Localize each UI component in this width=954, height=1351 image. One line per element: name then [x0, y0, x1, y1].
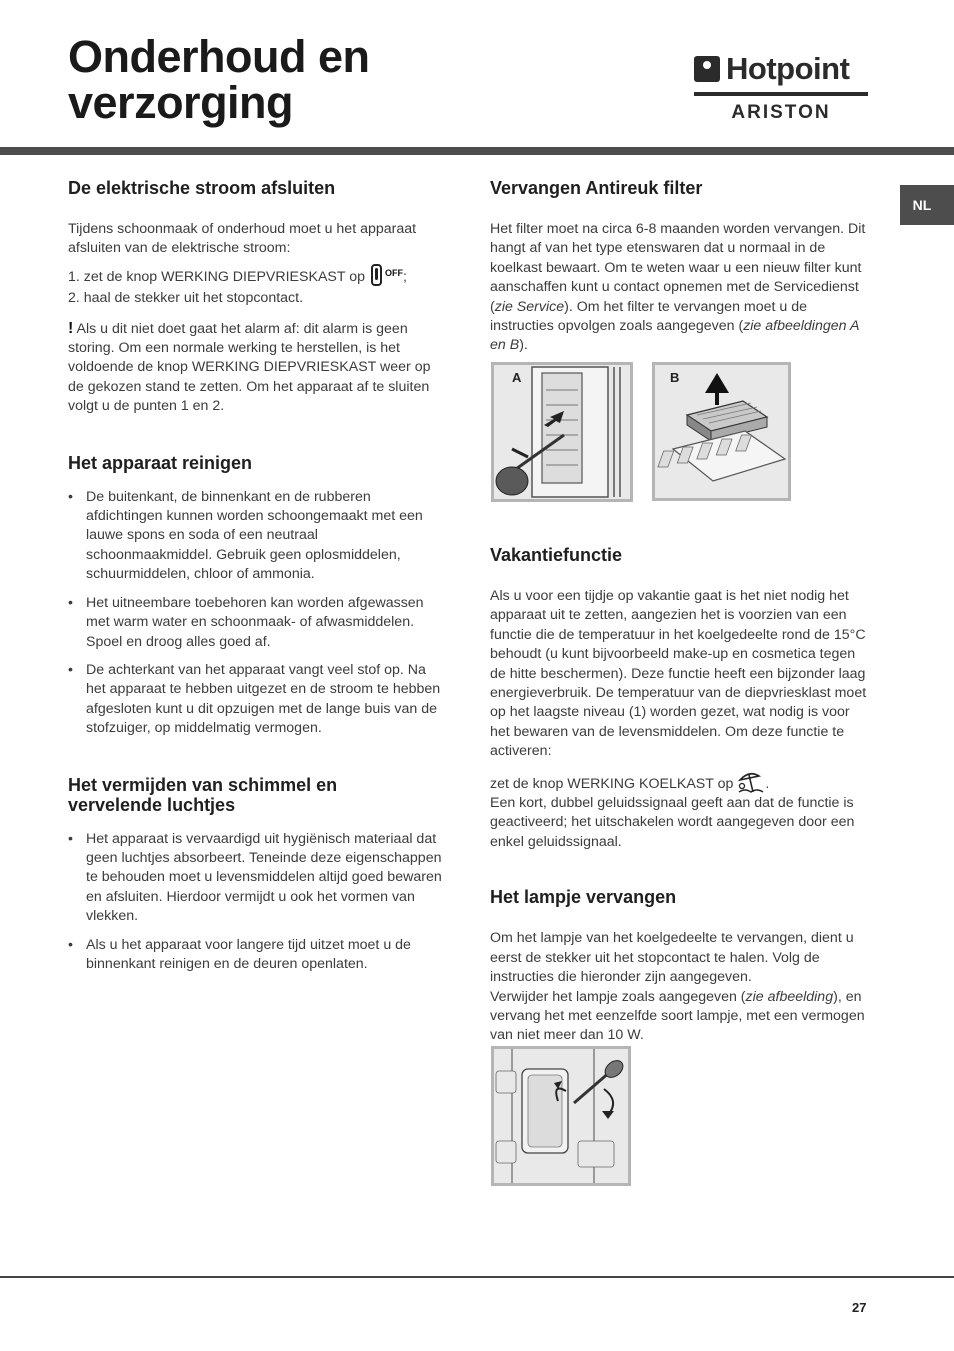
- lamp-text-1: Om het lampje van het koelgedeelte te vervangen, dient u eerst de stekker uit het stopcontact te halen. Volg de instructies die hieronder zijn aangegeven.: [490, 930, 854, 986]
- left-column: [68, 178, 448, 983]
- lamp-ref-figure: zie afbeelding: [745, 988, 834, 1005]
- list-item: • Het apparaat is vervaardigd uit hygiënisch materiaal dat geen luchtjes absorbeert. Teneinde deze eigenschappen te behouden moet u levensmiddelen altijd goed bewaren en afsluiten. Hierdoor vermijdt u ook het vormen van vlekken.: [68, 830, 448, 927]
- list-item: • De achterkant van het apparaat vangt veel stof op. Na het apparaat te hebben uitgezet en de stroom te hebben afgesloten kunt u dit opzuigen met de lange buis van de stofzuiger, op middelmatig vermogen.: [68, 661, 448, 739]
- right-column: [490, 178, 870, 356]
- list-item: • Als u het apparaat voor langere tijd uitzet moet u de binnenkant reinigen en de deuren openlaten.: [68, 936, 448, 975]
- logo-rule: [694, 92, 868, 96]
- filter-text-a: Het filter moet na circa 6-8 maanden worden vervangen. Dit hangt af van het type etenswaren dat u normaal in de koelkast bewaart. Om te weten waar u een nieuw filter kunt aanschaffen kunt u contact opnemen met de Servicedienst (: [490, 221, 866, 315]
- holiday-instruction-end: .: [765, 775, 770, 792]
- list-item: • Het uitneembare toebehoren kan worden afgewassen met warm water en schoonmaak- of afwasmiddelen. Spoel en droog alles goed af.: [68, 594, 448, 652]
- lamp-replacement-illustration: [494, 1049, 628, 1183]
- warning-icon: !: [68, 319, 74, 337]
- mould-heading-line-2: vervelende luchtjes: [68, 794, 236, 815]
- list-item: • De buitenkant, de binnenkant en de rubberen afdichtingen kunnen worden schoongemaakt met een lauwe spons en soda of een neutraal schoonmaakmiddel. Gebruik geen oplosmiddelen, schuurmiddelen, chloor of ammonia.: [68, 488, 448, 585]
- holiday-text: Als u voor een tijdje op vakantie gaat is het niet nodig het apparaat uit te zetten, aangezien het is voorzien van een functie die de temperatuur in het koelgedeelte rond de 15°C behoudt (u kunt bijvoorbeeld make-up en cosmetica tegen de hitte beschermen). Deze functie heeft een bijzonder laag energieverbruik. De temperatuur van de diepvriesklast moet op het laagste niveau (1) worden gezet, wat nodig is voor het bewaren van de levensmiddelen. Om deze functie te activeren:: [490, 588, 867, 760]
- power-step-2: 2. haal de stekker uit het stopcontact.: [68, 290, 304, 307]
- brand-name: Hotpoint: [726, 51, 850, 86]
- logo-mark-icon: [694, 56, 720, 82]
- right-column-lower: [490, 545, 870, 1046]
- mould-heading-line-1: Het vermijden van schimmel en: [68, 774, 338, 795]
- figure-a: [491, 362, 633, 502]
- page-title: [68, 31, 370, 128]
- power-step-1: [68, 264, 448, 287]
- section-heading-lamp: Het lampje vervangen: [490, 887, 677, 908]
- filter-text-b: ). Om het filter te vervangen moet u de instructies opvolgen zoals aangegeven (: [490, 298, 808, 335]
- page-number: 27: [852, 1300, 867, 1315]
- lamp-text-2b: ), en vervang het met eenzelfde soort lampje, met een vermogen van niet meer dan 10 W.: [490, 988, 865, 1044]
- power-intro: Tijdens schoonmaak of onderhoud moet u het apparaat afsluiten van de elektrische stroom:: [68, 221, 417, 257]
- figure-lamp: [491, 1046, 631, 1186]
- title-line-1: Onderhoud en: [68, 31, 370, 82]
- lamp-text-2a: Verwijder het lampje zoals aangegeven (: [490, 988, 746, 1005]
- section-heading-filter: Vervangen Antireuk filter: [490, 178, 703, 198]
- footer-divider: [0, 1276, 954, 1278]
- holiday-instruction: [490, 770, 870, 794]
- filter-removal-illustration: [494, 365, 630, 499]
- filter-ref-figures: zie afbeeldingen A en B: [490, 318, 859, 354]
- lamp-text-2: [490, 988, 870, 1046]
- brand-logo: [694, 52, 870, 127]
- filter-ref-service: zie Service: [494, 298, 565, 315]
- filter-text-c: ).: [519, 337, 528, 354]
- step-1-end: ;: [402, 268, 407, 285]
- brand-sub: ARISTON: [731, 102, 831, 123]
- warning-text: Als u dit niet doet gaat het alarm af: dit alarm is geen storing. Om een normale werking te herstellen, is het voldoende de knop WERKING DIEPVRIESKAST weer op de gekozen stand te zetten. Om het apparaat af te sluiten volgt u de punten 1 en 2.: [68, 320, 431, 415]
- off-label: OFF: [384, 267, 403, 278]
- knob-icon: [371, 264, 382, 286]
- cleaning-list: [68, 488, 448, 739]
- filter-text: [490, 220, 870, 356]
- language-tab: NL: [900, 185, 954, 225]
- header-divider: [0, 147, 954, 155]
- section-heading-holiday: Vakantiefunctie: [490, 545, 623, 565]
- holiday-after: Een kort, dubbel geluidssignaal geeft aan dat de functie is geactiveerd; het uitschakelen wordt aangegeven door een enkel geluidssignaal.: [490, 795, 855, 850]
- figure-b: [652, 362, 791, 501]
- power-warning: [68, 319, 448, 417]
- title-line-2: verzorging: [68, 77, 294, 128]
- step-1-text: 1. zet de knop WERKING DIEPVRIESKAST op: [68, 268, 366, 285]
- figure-b-label: B: [670, 370, 680, 385]
- figure-a-label: A: [512, 370, 522, 385]
- section-heading-mould: [68, 775, 448, 815]
- section-heading-power: De elektrische stroom afsluiten: [68, 178, 336, 198]
- mould-list: [68, 830, 448, 975]
- section-heading-cleaning: Het apparaat reinigen: [68, 452, 253, 473]
- holiday-instruction-text: zet de knop WERKING KOELKAST op: [490, 775, 734, 792]
- holiday-umbrella-icon: [737, 770, 765, 794]
